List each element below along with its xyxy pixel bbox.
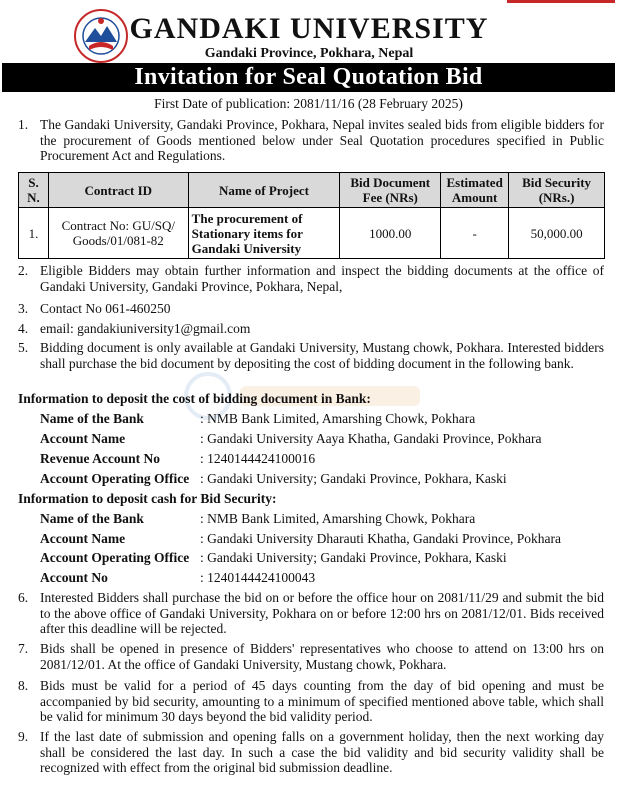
table-cell: 50,000.00: [509, 208, 605, 259]
bank-cost-heading: Information to deposit the cost of bidding document in Bank:: [18, 391, 371, 406]
bank-info-label: Account Name: [40, 531, 126, 546]
table-cell: 1.: [19, 208, 49, 259]
bank-info-label: Account No: [40, 570, 108, 585]
bank-info-label: Account Name: [40, 431, 126, 446]
item-number: 6.: [18, 590, 29, 605]
bank-info-value: : 1240144424100016: [200, 451, 316, 466]
bank-info-label: Account Operating Office: [40, 471, 190, 486]
item-text: Bidding document is only available at Gandaki University, Mustang chowk, Pokhara. Interested bidders shall purchase the bid document by depositing the cost of bidding document in the following bank.: [40, 340, 604, 371]
table-header-cell: Name of Project: [188, 173, 340, 208]
bank-info-row: [40, 431, 610, 449]
top-accent-line: [507, 0, 615, 3]
bank-info-value: : Gandaki University; Gandaki Province, Pokhara, Kaski: [200, 550, 507, 565]
notice-title: Invitation for Seal Quotation Bid: [134, 64, 483, 90]
list-item: [18, 301, 604, 317]
item-number: 1.: [18, 117, 29, 132]
item-text: Bids must be valid for a period of 45 days counting from the day of bid opening and must be accompanied by bid security, amounting to a minimum of specified mentioned above table, which shall be valid for minimum 30 days beyond the bid validity period.: [40, 678, 604, 724]
item-text: email: gandakiuniversity1@gmail.com: [40, 321, 251, 336]
table-header-cell: Bid Security (NRs.): [509, 173, 605, 208]
list-item: [18, 263, 604, 294]
list-item: [18, 321, 604, 337]
item-text: Interested Bidders shall purchase the bid on or before the office hour on 2081/11/29 and submit the bid to the above office of Gandaki University, Pokhara on or before 12:00 hrs on 2081/12/01. Bids received after this deadline will be rejected.: [40, 590, 604, 636]
table-header-cell: S. N.: [19, 173, 49, 208]
bank-info-label: Name of the Bank: [40, 511, 144, 526]
item-number: 8.: [18, 678, 29, 693]
list-item: [18, 590, 604, 637]
item-number: 7.: [18, 641, 29, 656]
table-header-cell: Bid Document Fee (NRs): [340, 173, 441, 208]
bank-info-label: Name of the Bank: [40, 411, 144, 426]
table-cell: The procurement of Stationary items for Gandaki University: [188, 208, 340, 259]
table-cell: 1000.00: [340, 208, 441, 259]
item-number: 3.: [18, 301, 29, 316]
table-header-row: [19, 173, 605, 208]
table-cell: Contract No: GU/SQ/ Goods/01/081-82: [48, 208, 188, 259]
table-header-cell: Estimated Amount: [441, 173, 509, 208]
item-number: 5.: [18, 340, 29, 355]
publication-date: First Date of publication: 2081/11/16 (28 February 2025): [154, 96, 463, 111]
bank-info-value: : Gandaki University Aaya Khatha, Gandaki Province, Pokhara: [200, 431, 542, 446]
item-number: 2.: [18, 263, 29, 278]
table-cell: -: [441, 208, 509, 259]
bank-info-row: [40, 531, 610, 549]
bank-info-label: Account Operating Office: [40, 550, 190, 565]
bank-info-value: : NMB Bank Limited, Amarshing Chowk, Pokhara: [200, 411, 476, 426]
item-text: Eligible Bidders may obtain further information and inspect the bidding documents at the office of Gandaki University, Gandaki Province, Pokhara, Nepal,: [40, 263, 604, 294]
bank-info-label: Revenue Account No: [40, 451, 160, 466]
bank-info-value: : Gandaki University Dharauti Khatha, Gandaki Province, Pokhara: [200, 531, 562, 546]
bank-info-row: [40, 451, 610, 469]
item-text: If the last date of submission and opening falls on a government holiday, then the next working day shall be considered the last day. In such a case the bid validity and bid security validity shall be recognized with effect from the original bid submission deadline.: [40, 729, 604, 775]
bank-info-row: [40, 570, 610, 588]
list-item: [18, 117, 604, 164]
bank-info-row: [40, 471, 610, 489]
bank-info-row: [40, 411, 610, 429]
bank-info-value: : 1240144424100043: [200, 570, 316, 585]
item-text: Bids shall be opened in presence of Bidders' representatives who choose to attend on 13:00 hrs on 2081/12/01. At the office of Gandaki University, Mustang chowk, Pokhara.: [40, 641, 604, 672]
bid-table: [18, 172, 605, 259]
list-item: [18, 641, 604, 672]
header: [0, 8, 617, 63]
list-item: [18, 678, 604, 725]
bank-info-value: : Gandaki University; Gandaki Province, Pokhara, Kaski: [200, 471, 507, 486]
university-name: GANDAKI UNIVERSITY: [129, 12, 489, 45]
university-logo: [73, 8, 129, 64]
list-item: [18, 729, 604, 776]
item-text: Contact No 061-460250: [40, 301, 171, 316]
table-row: [19, 208, 605, 259]
item-number: 9.: [18, 729, 29, 744]
table-header-cell: Contract ID: [48, 173, 188, 208]
bank-info-value: : NMB Bank Limited, Amarshing Chowk, Pokhara: [200, 511, 476, 526]
title-bar: [2, 63, 615, 92]
university-address: Gandaki Province, Pokhara, Nepal: [204, 46, 414, 61]
item-text: The Gandaki University, Gandaki Province, Pokhara, Nepal invites sealed bids from eligible bidders for the procurement of Goods mentioned below under Seal Quotation procedures specified in Public Procurement Act and Regulations.: [40, 117, 604, 163]
bank-security-heading: Information to deposit cash for Bid Security:: [18, 491, 277, 506]
bank-info-row: [40, 511, 610, 529]
item-number: 4.: [18, 321, 29, 336]
bank-info-row: [40, 550, 610, 568]
